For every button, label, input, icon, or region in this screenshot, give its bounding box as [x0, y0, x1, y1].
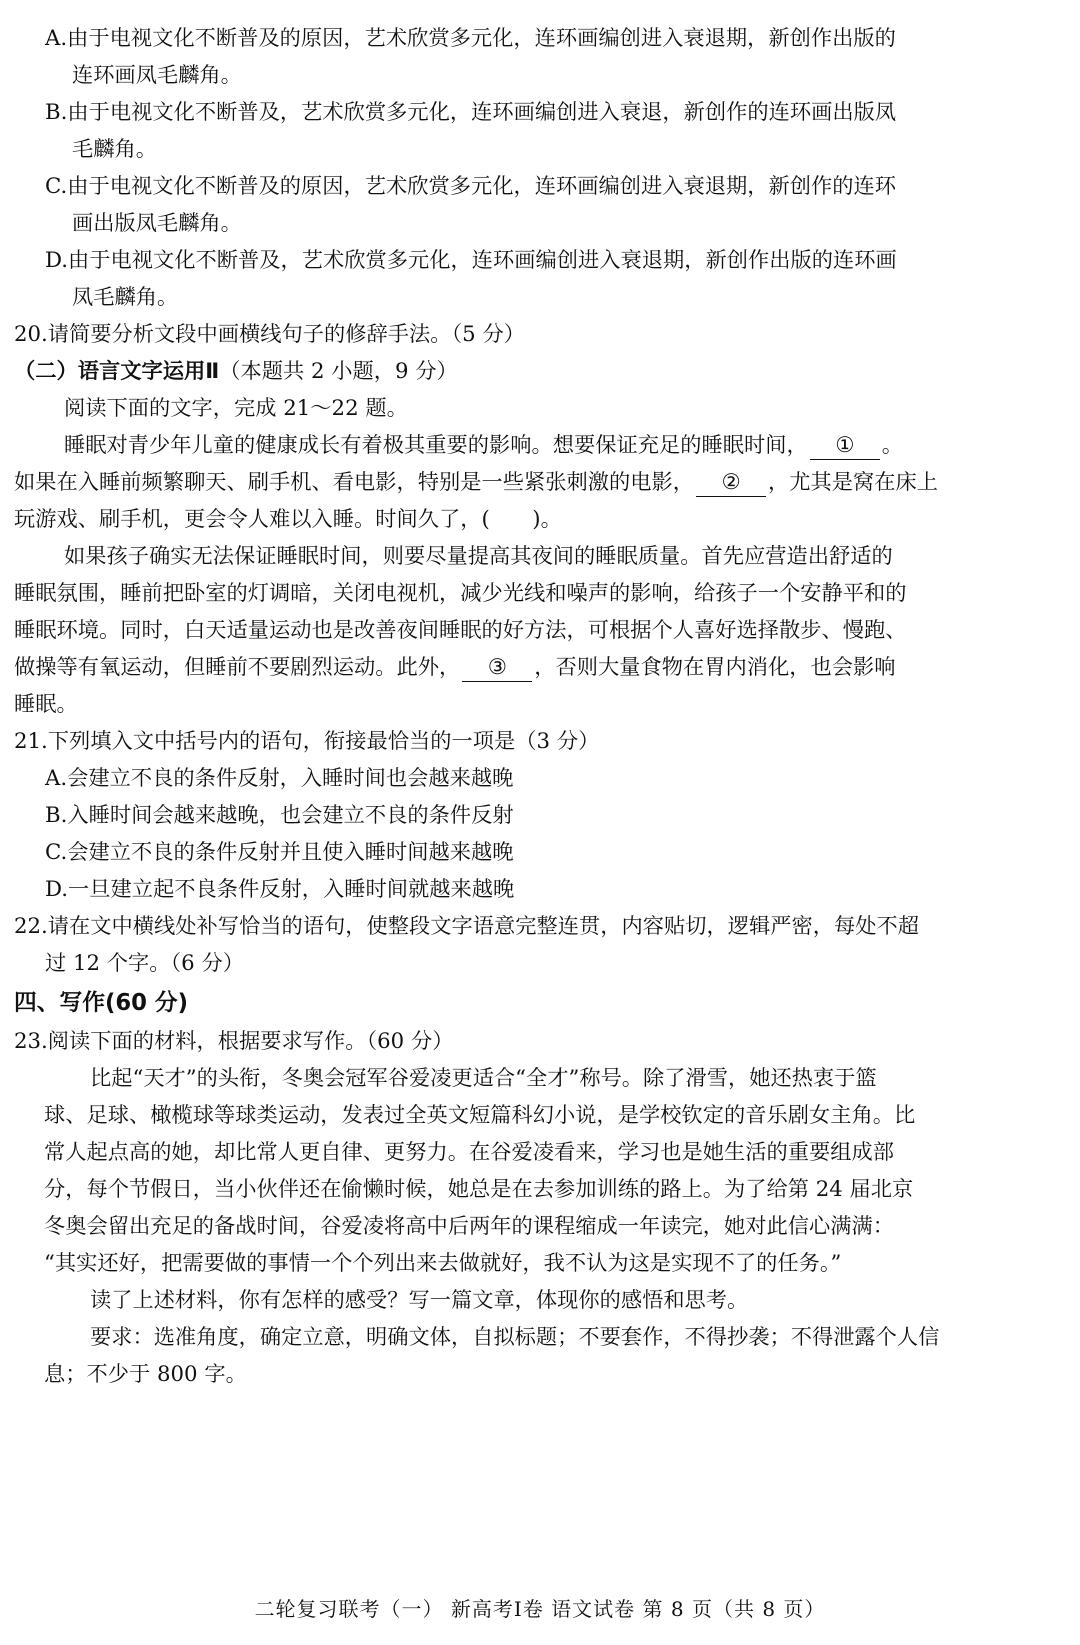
blank-1: ①: [810, 433, 880, 460]
writing-requirements-line2: 息；不少于 800 字。: [44, 1362, 247, 1387]
passage-p2-line1: 如果孩子确实无法保证睡眠时间，则要尽量提高其夜间的睡眠质量。首先应营造出舒适的: [64, 544, 893, 569]
page-footer: 二轮复习联考（一） 新高考Ⅰ卷 语文试卷 第 8 页（共 8 页）: [254, 1597, 826, 1621]
material-line4: 分，每个节假日，当小伙伴还在偷懒时候，她总是在去参加训练的路上。为了给第 24 届北京: [44, 1177, 914, 1202]
passage-text: ，否则大量食物在胃内消化，也会影响: [534, 655, 896, 680]
passage-p1-line1: [64, 427, 1080, 465]
question-20: 20.请简要分析文段中画横线句子的修辞手法。（5 分）: [14, 322, 525, 347]
q19-option-d-line2: 凤毛麟角。: [72, 285, 179, 310]
question-22-line2: 过 12 个字。（6 分）: [45, 951, 244, 976]
blank-3: ③: [462, 655, 532, 682]
material-line2: 球、足球、橄榄球等球类运动，发表过全英文短篇科幻小说，是学校钦定的音乐剧女主角。比: [44, 1103, 916, 1128]
material-line3: 常人起点高的她，却比常人更自律、更努力。在谷爱凌看来，学习也是她生活的重要组成部: [44, 1140, 895, 1165]
q21-option-b: B.入睡时间会越来越晚，也会建立不良的条件反射: [45, 803, 514, 828]
material-line1: 比起“天才”的头衔，冬奥会冠军谷爱凌更适合“全才”称号。除了滑雪，她还热衷于篮: [90, 1066, 877, 1091]
material-line6: “其实还好，把需要做的事情一个个列出来去做就好，我不认为这是实现不了的任务。”: [44, 1251, 842, 1276]
material-line5: 冬奥会留出充足的备战时间，谷爱凌将高中后两年的课程缩成一年读完，她对此信心满满：: [44, 1214, 895, 1239]
q19-option-b-line1: B.由于电视文化不断普及，艺术欣赏多元化，连环画编创进入衰退，新创作的连环画出版凤: [45, 100, 897, 125]
blank-2: ②: [696, 470, 766, 497]
q19-option-b-line2: 毛麟角。: [72, 137, 157, 162]
passage-text: 做操等有氧运动，但睡前不要剧烈运动。此外，: [14, 655, 461, 680]
question-22-line1: 22.请在文中横线处补写恰当的语句，使整段文字语意完整连贯，内容贴切，逻辑严密，每处不超: [14, 914, 920, 939]
passage-p2-line4: [14, 649, 1080, 687]
passage-p1-line2: [14, 464, 1080, 502]
section-2-heading: [14, 353, 1080, 391]
passage-p2-line2: 睡眠氛围，睡前把卧室的灯调暗，关闭电视机，减少光线和噪声的影响，给孩子一个安静平和的: [14, 581, 907, 606]
passage-p2-line3: 睡眠环境。同时，白天适量运动也是改善夜间睡眠的好方法，可根据个人喜好选择散步、慢跑、: [14, 618, 907, 643]
q21-option-a: A.会建立不良的条件反射，入睡时间也会越来越晚: [45, 766, 514, 791]
q19-option-c-line1: C.由于电视文化不断普及的原因，艺术欣赏多元化，连环画编创进入衰退期，新创作的连环: [45, 174, 897, 199]
q19-option-a-line2: 连环画凤毛麟角。: [72, 63, 242, 88]
q21-option-c: C.会建立不良的条件反射并且使入睡时间越来越晚: [45, 840, 514, 865]
passage-p2-line5: 睡眠。: [14, 692, 78, 717]
passage-text: 睡眠对青少年儿童的健康成长有着极其重要的影响。想要保证充足的睡眠时间，: [64, 433, 808, 458]
q19-option-c-line2: 画出版凤毛麟角。: [72, 211, 242, 236]
q19-option-d-line1: D.由于电视文化不断普及，艺术欣赏多元化，连环画编创进入衰退期，新创作出版的连环画: [45, 248, 897, 273]
section-4-title: 四、写作(60 分): [14, 990, 189, 1016]
q21-option-d: D.一旦建立起不良条件反射，入睡时间就越来越晚: [45, 877, 515, 902]
writing-requirements-line1: 要求：选准角度，确定立意，明确文体，自拟标题；不要套作，不得抄袭；不得泄露个人信: [90, 1325, 940, 1350]
q19-option-a-line1: A.由于电视文化不断普及的原因，艺术欣赏多元化，连环画编创进入衰退期，新创作出版的: [45, 26, 896, 51]
passage-text: ，尤其是窝在床上: [768, 470, 939, 495]
section-2-intro: 阅读下面的文字，完成 21～22 题。: [64, 396, 408, 421]
section-2-title: （二）语言文字运用Ⅱ: [14, 359, 220, 384]
question-23-stem: 23.阅读下面的材料，根据要求写作。（60 分）: [14, 1029, 454, 1054]
passage-text: 如果在入睡前频繁聊天、刷手机、看电影，特别是一些紧张刺激的电影，: [14, 470, 695, 495]
section-2-info: （本题共 2 小题，9 分）: [219, 359, 458, 384]
passage-p1-line3: 玩游戏、刷手机，更会令人难以入睡。时间久了，( )。: [14, 507, 562, 532]
passage-text: 。: [881, 433, 904, 458]
question-21-stem: 21.下列填入文中括号内的语句，衔接最恰当的一项是（3 分）: [14, 729, 600, 754]
writing-prompt: 读了上述材料，你有怎样的感受？写一篇文章，体现你的感悟和思考。: [90, 1288, 749, 1313]
